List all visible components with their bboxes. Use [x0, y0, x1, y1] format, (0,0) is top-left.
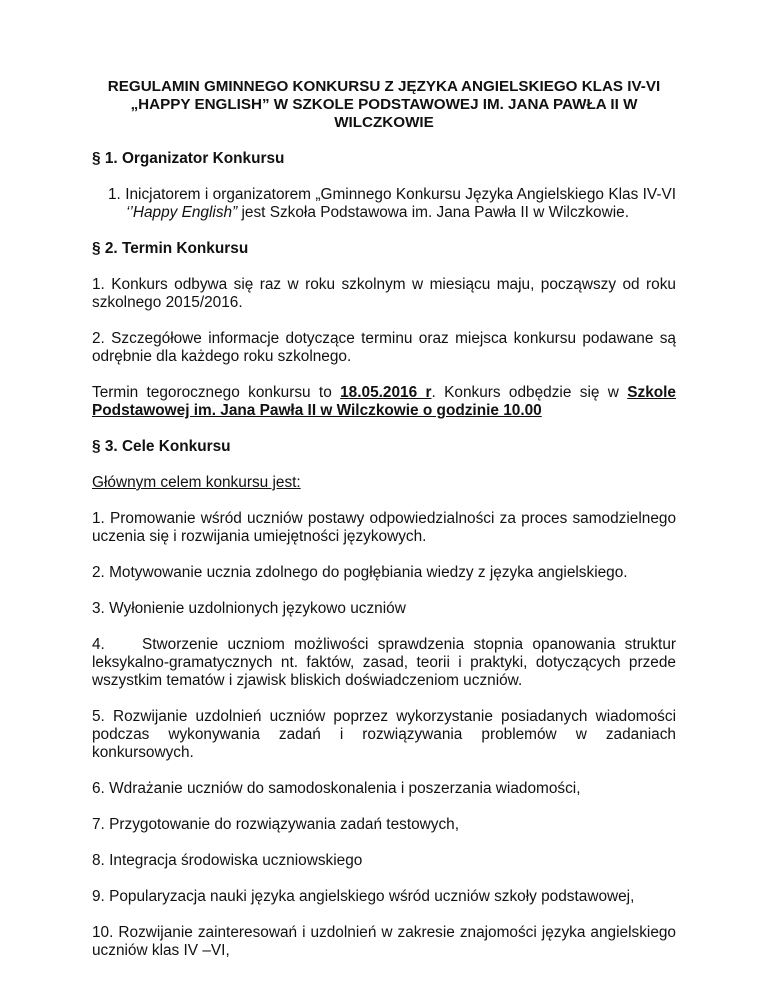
- goal-item-4: 4. Stworzenie uczniom możliwości sprawdzenia stopnia opanowania struktur leksykalno-gramatycznych nt. faktów, zasad, teorii i praktyki, dotyczących przede wszystkim tematów i zjawisk bliskich doświadczeniom uczniów.: [92, 636, 681, 689]
- title-line-1: REGULAMIN GMINNEGO KONKURSU Z JĘZYKA ANGIELSKIEGO KLAS IV-VI: [107, 78, 661, 95]
- section-2-heading: § 2. Termin Konkursu: [92, 240, 249, 257]
- goal-item-8: 8. Integracja środowiska uczniowskiego: [92, 852, 363, 869]
- s2-p3-mid: . Konkurs odbędzie się w: [431, 384, 628, 401]
- section-1-heading: § 1. Organizator Konkursu: [92, 150, 285, 167]
- contest-date: 18.05.2016 r: [340, 384, 432, 401]
- document-body: [92, 78, 681, 978]
- goal-item-6: 6. Wdrażanie uczniów do samodoskonalenia i poszerzania wiadomości,: [92, 780, 581, 797]
- section-2-paragraph-3: [92, 384, 676, 420]
- goal-item-9: 9. Popularyzacja nauki języka angielskiego wśród uczniów szkoły podstawowej,: [92, 888, 635, 905]
- goal-item-3: 3. Wyłonienie uzdolnionych językowo uczniów: [92, 600, 406, 617]
- section-3-intro: Głównym celem konkursu jest:: [92, 474, 301, 491]
- s1-item1-prefix: 1. Inicjatorem i organizatorem „Gminnego Konkursu Języka Angielskiego Klas IV-VI: [108, 186, 676, 203]
- contest-place: Szkole Podstawowej im. Jana Pawła II w Wilczkowie o godzinie 10.00: [92, 384, 676, 419]
- goal-item-7: 7. Przygotowanie do rozwiązywania zadań testowych,: [92, 816, 460, 833]
- s1-item1-italic: ‘’Happy English”: [126, 204, 238, 221]
- s2-p3-lead: Termin tegorocznego konkursu to: [92, 384, 341, 401]
- goal-item-5: 5. Rozwijanie uzdolnień uczniów poprzez wykorzystanie posiadanych wiadomości podczas wykonywania zadań i rozwiązywania problemów w zadaniach konkursowych.: [92, 708, 676, 761]
- s1-item1-suffix: jest Szkoła Podstawowa im. Jana Pawła II w Wilczkowie.: [237, 204, 629, 221]
- document-title: [92, 78, 676, 132]
- section-3-heading: § 3. Cele Konkursu: [92, 438, 231, 455]
- section-1-item-1: [108, 186, 676, 222]
- title-line-2: „HAPPY ENGLISH” W SZKOLE PODSTAWOWEJ IM. JANA PAWŁA II W: [130, 96, 638, 113]
- title-line-3: WILCZKOWIE: [334, 114, 434, 131]
- goal-item-2: 2. Motywowanie ucznia zdolnego do pogłębiania wiedzy z języka angielskiego.: [92, 564, 628, 581]
- goal-item-10: 10. Rozwijanie zainteresowań i uzdolnień w zakresie znajomości języka angielskiego uczniów klas IV –VI,: [92, 924, 676, 959]
- goal-item-1: 1. Promowanie wśród uczniów postawy odpowiedzialności za proces samodzielnego uczenia się i rozwijania umiejętności językowych.: [92, 510, 676, 545]
- section-2-paragraph-2: 2. Szczegółowe informacje dotyczące terminu oraz miejsca konkursu podawane są odrębnie dla każdego roku szkolnego.: [92, 330, 676, 365]
- section-2-paragraph-1: 1. Konkurs odbywa się raz w roku szkolnym w miesiącu maju, począwszy od roku szkolnego 2015/2016.: [92, 276, 676, 311]
